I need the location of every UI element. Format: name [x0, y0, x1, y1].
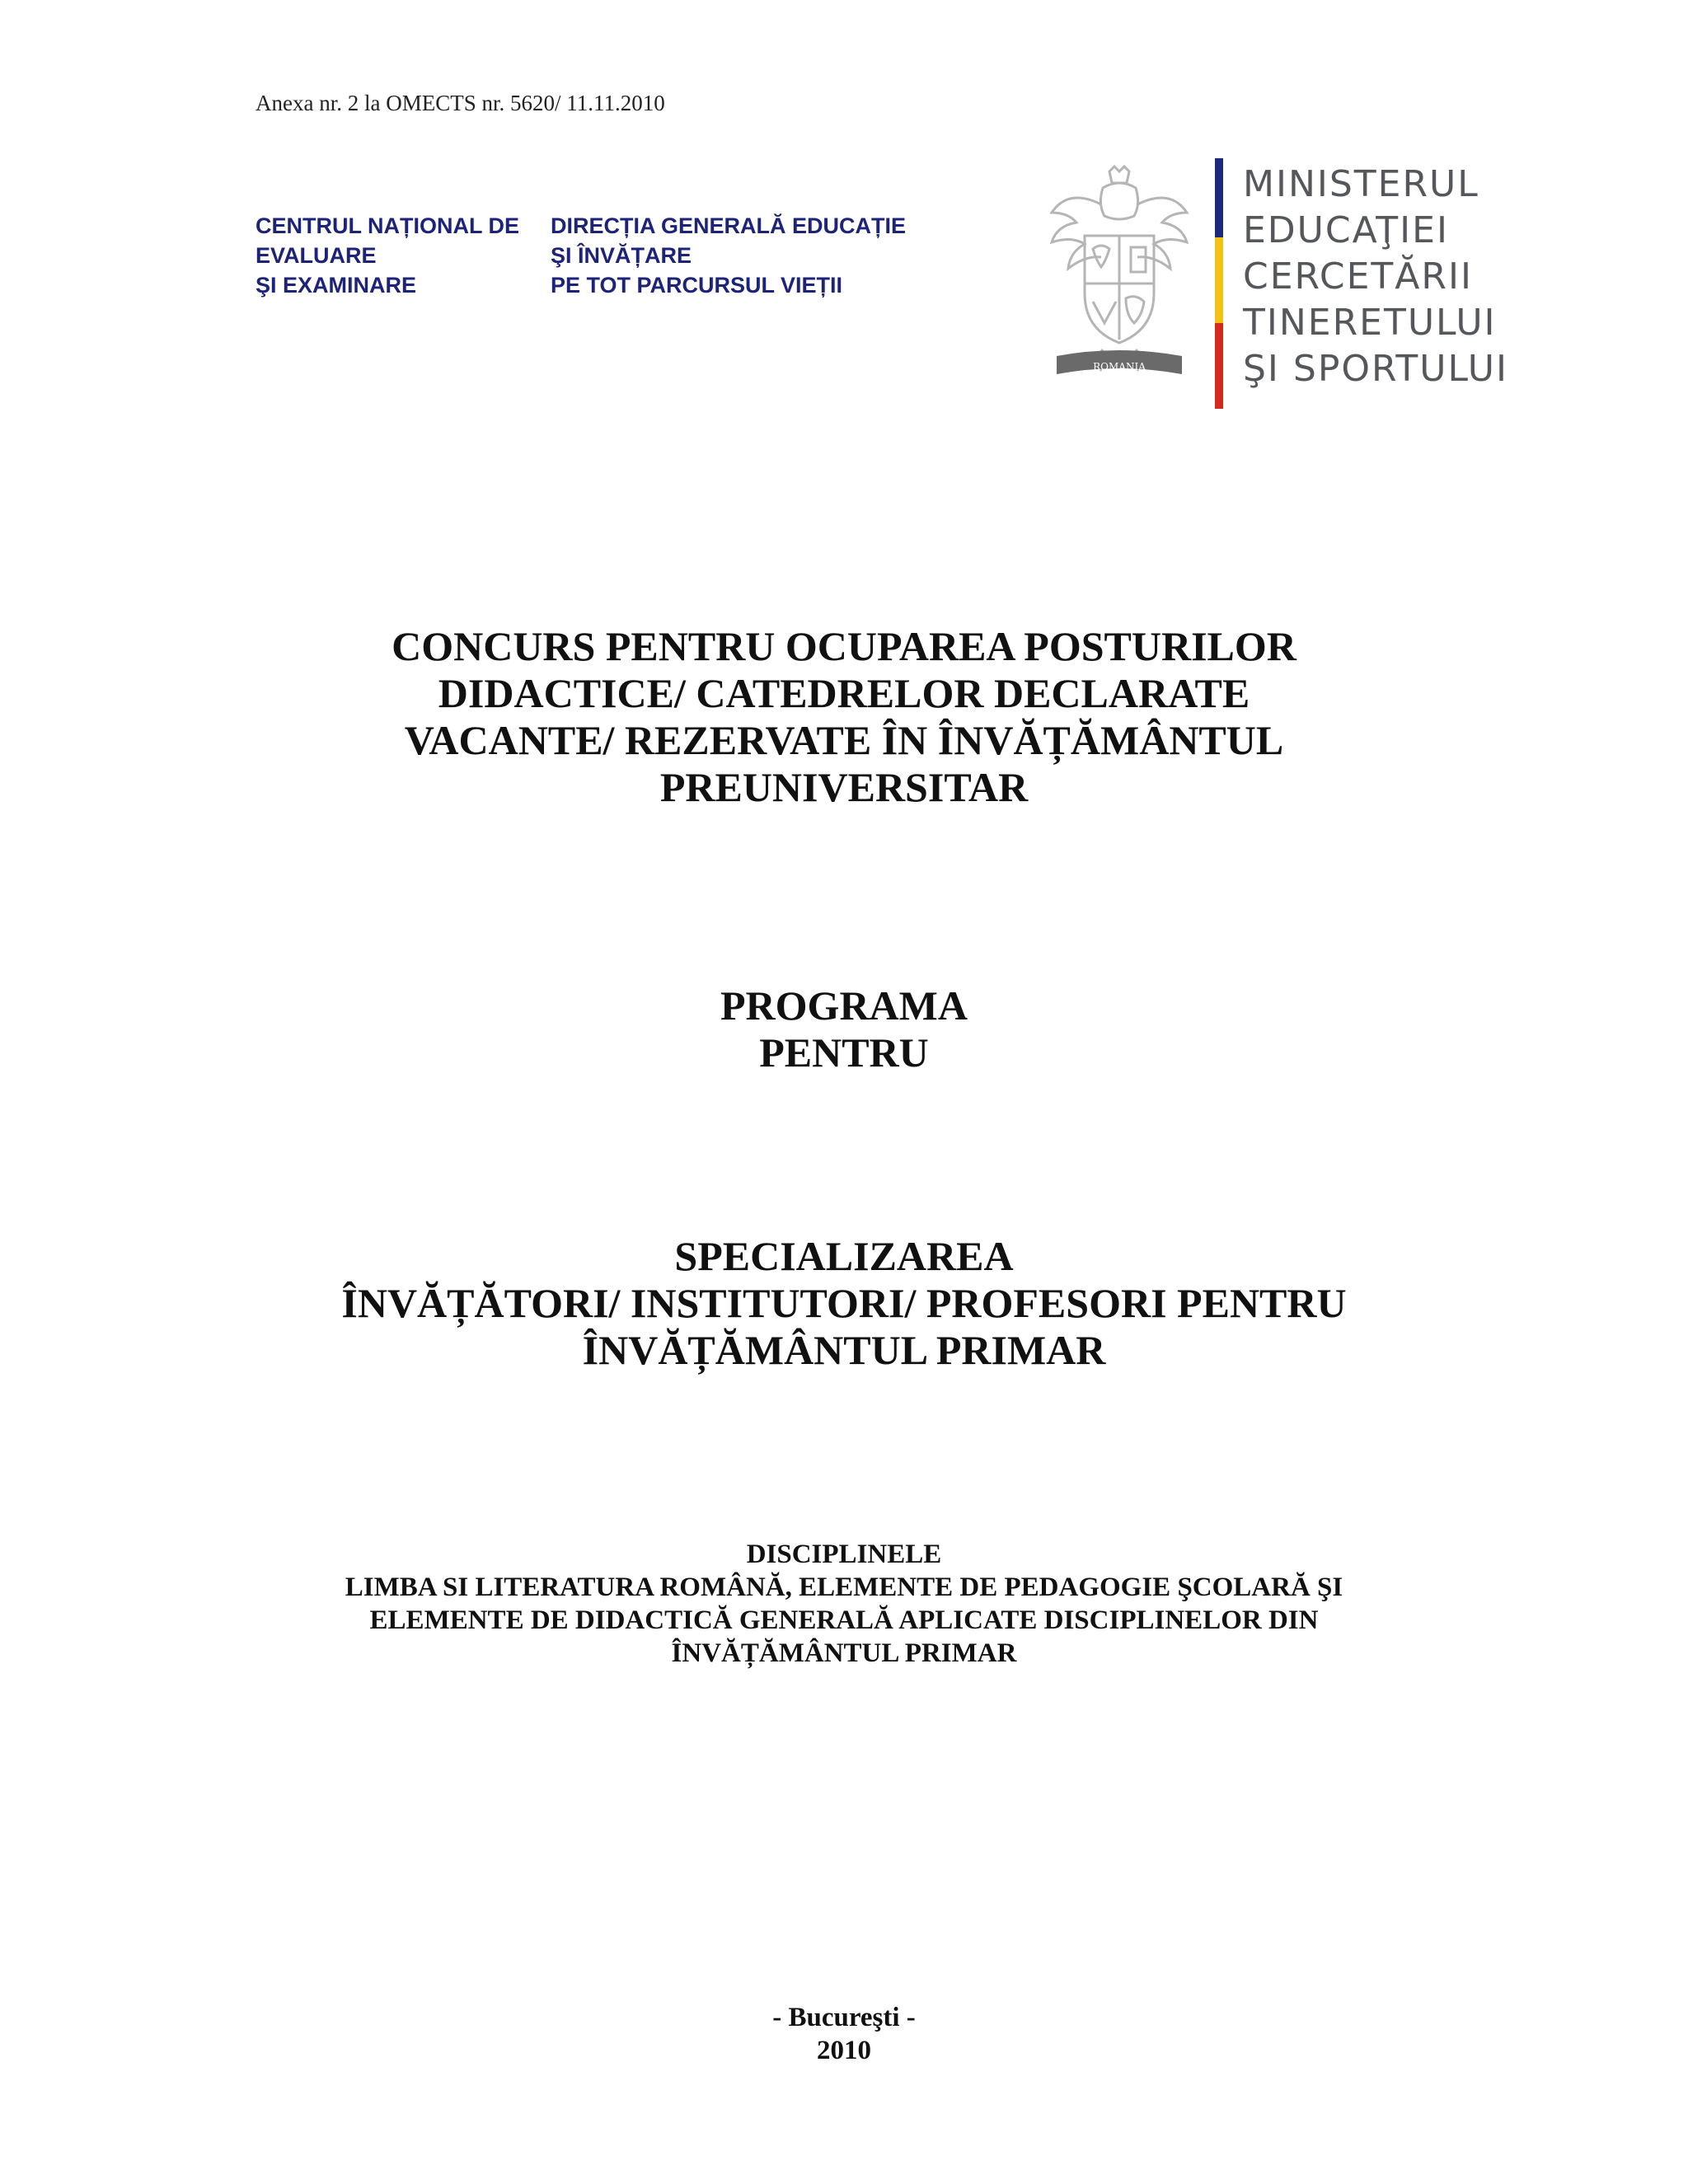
- programa-heading: [0, 982, 1688, 1076]
- year-line: 2010: [817, 2036, 871, 2065]
- specialization-line: ÎNVĂȚĂTORI/ INSTITUTORI/ PROFESORI PENTRU: [341, 1280, 1347, 1326]
- org-dgetv-line: DIRECȚIA GENERALĂ EDUCAȚIE: [551, 213, 907, 238]
- crest-banner-label: ROMANIA: [1093, 361, 1146, 373]
- disciplines-heading: [0, 1538, 1688, 1670]
- title-line: DIDACTICE/ CATEDRELOR DECLARATE: [438, 670, 1250, 716]
- title-line: CONCURS PENTRU OCUPAREA POSTURILOR: [392, 623, 1296, 669]
- ministry-line: ŞI SPORTULUI: [1243, 348, 1508, 390]
- ministry-line: CERCETĂRII: [1243, 255, 1473, 298]
- tricolor-bar: [1215, 158, 1223, 409]
- specialization-heading: [0, 1233, 1688, 1374]
- ministry-line: EDUCAŢIEI: [1243, 209, 1449, 251]
- place-and-year: [0, 2001, 1688, 2067]
- disciplines-line: LIMBA SI LITERATURA ROMÂNĂ, ELEMENTE DE PEDAGOGIE ŞCOLARĂ ŞI: [345, 1572, 1343, 1602]
- org-cnee-line: EVALUARE: [256, 243, 377, 268]
- disciplines-line: ÎNVĂȚĂMÂNTUL PRIMAR: [671, 1638, 1017, 1668]
- title-line: VACANTE/ REZERVATE ÎN ÎNVĂȚĂMÂNTUL: [404, 717, 1284, 763]
- ministry-line: MINISTERUL: [1243, 163, 1479, 205]
- org-cnee-line: ŞI EXAMINARE: [256, 273, 417, 298]
- romania-coat-of-arms-icon: [1045, 163, 1193, 386]
- ministry-logo-text: [1243, 162, 1508, 392]
- org-dgetv-line: PE TOT PARCURSUL VIEȚII: [551, 273, 843, 298]
- org-dgetv-line: ŞI ÎNVĂȚARE: [551, 243, 692, 268]
- ministry-line: TINERETULUI: [1243, 302, 1497, 344]
- title-line: PREUNIVERSITAR: [659, 764, 1029, 810]
- specialization-line: ÎNVĂȚĂMÂNTUL PRIMAR: [582, 1327, 1106, 1373]
- document-title: [0, 623, 1688, 811]
- programa-line: PENTRU: [759, 1029, 929, 1076]
- disciplines-line: ELEMENTE DE DIDACTICĂ GENERALĂ APLICATE DISCIPLINELOR DIN: [369, 1605, 1319, 1635]
- annex-reference: Anexa nr. 2 la OMECTS nr. 5620/ 11.11.2010: [256, 91, 665, 115]
- specialization-line: SPECIALIZAREA: [674, 1233, 1014, 1279]
- programa-line: PROGRAMA: [720, 982, 968, 1029]
- org-dgetv: [551, 211, 906, 300]
- org-cnee-line: CENTRUL NAȚIONAL DE: [256, 213, 520, 238]
- org-cnee: [256, 211, 519, 300]
- place-line: - Bucureşti -: [772, 2003, 916, 2032]
- disciplines-line: DISCIPLINELE: [746, 1540, 942, 1569]
